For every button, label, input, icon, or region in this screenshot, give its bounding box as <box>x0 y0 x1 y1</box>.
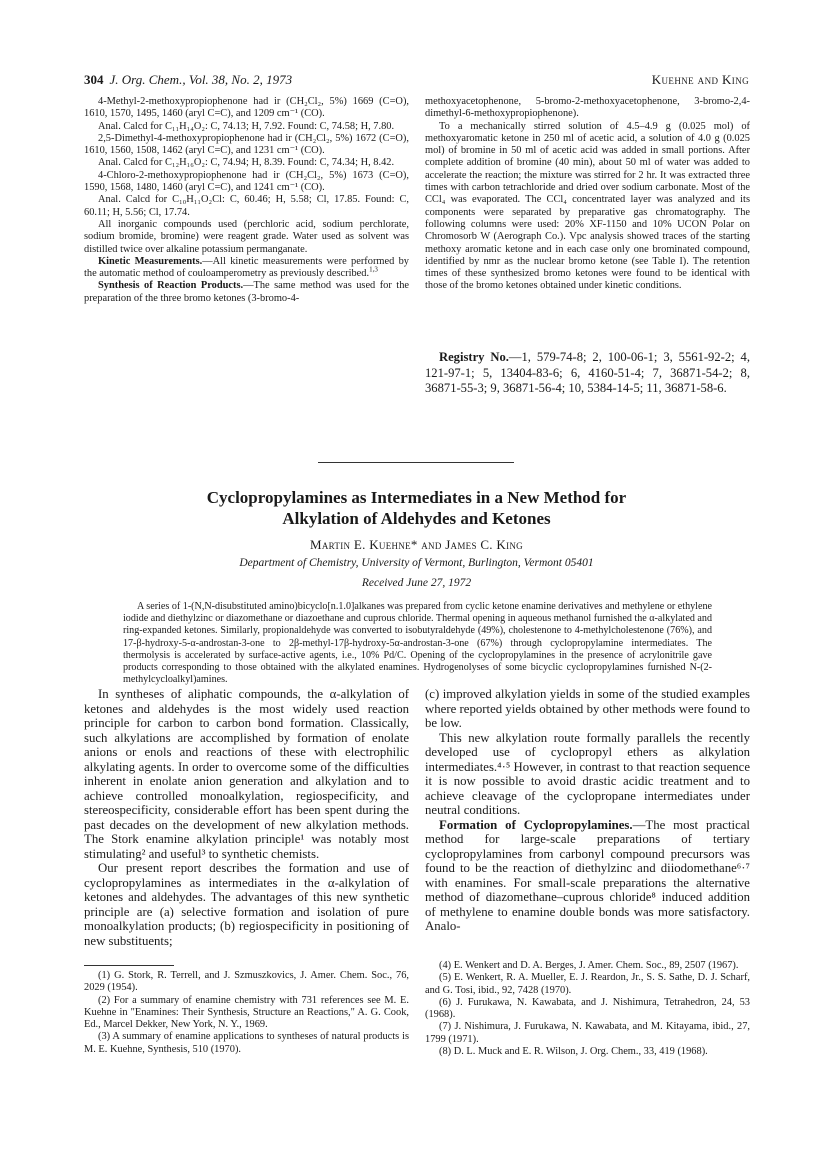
title-line: Cyclopropylamines as Intermediates in a New Method for <box>206 488 627 507</box>
body-paragraph: Our present report describes the formation and use of cyclopropylamines as intermediates in the α-alkylation of ketones and aldehydes. The advantages of this new synthetic principle are (a) selective formation and isolation of pure monoalkylation products; (b) regiospecificity in positioning of new substituents; <box>84 861 409 948</box>
author-affiliation: Department of Chemistry, University of Vermont, Burlington, Vermont 05401 <box>239 557 594 569</box>
body-right-column <box>425 687 750 934</box>
registry-numbers: —1, 579-74-8; 2, 100-06-1; 3, 5561-92-2; 4, 121-97-1; 5, 13404-83-6; 6, 4160-51-4; 7, 36871-54-2; 8, 36871-55-3; 9, 36871-56-4; 10, 5384-14-5; 11, 36871-58-6. <box>425 350 750 395</box>
registry-block <box>425 350 750 397</box>
abstract: A series of 1-(N,N-disubstituted amino)bicyclo[n.1.0]alkanes was prepared from cyclic ketone enamine derivatives and methylene or ethylene iodide and diethylzinc or diazomethane or diazoethane and cuprous chloride. Thermal opening in aqueous methanol furnished the α-alkylated and ring-expanded ketones. Similarly, propionaldehyde was converted to isobutyraldehyde (49%), cholestenone to 4-methylcholestenone (76%), and 17-β-hydroxy-5-α-androstan-3-one to 2β-methyl-17β-hydroxy-5α-androstan-3-one (67%) through cyclopropylamine intermediates. The thermolysis is accelerated by surface-active agents, i.e., 10% Pd/C. Opening of the cyclopropylamines in the presence of acrylonitrile gave products corresponding to those obtained with the alkylated enamines. Hydrogenolyses of some bicyclic cyclopropylamines furnished N-(2-methylcycloalkyl)amines. <box>123 601 712 686</box>
synthesis-paragraph <box>84 280 409 305</box>
paragraph: methoxyacetophenone, 5-bromo-2-methoxyacetophenone, 3-bromo-2,4-dimethyl-6-methoxypropiophenone). <box>425 96 750 120</box>
paragraph: 4-Chloro-2-methoxypropiophenone had ir (CH₂Cl₂, 5%) 1673 (C=O), 1590, 1568, 1480, 1460 (aryl C=C), and 1241 cm⁻¹ (CO). <box>84 169 409 194</box>
footnotes-left <box>84 970 409 1056</box>
footnote: (5) E. Wenkert, R. A. Mueller, E. J. Reardon, Jr., S. S. Sathe, D. J. Scharf, and G. Tosi, ibid., 92, 7428 (1970). <box>425 972 750 996</box>
paragraph-text: —The same method was used for the preparation of the three bromo ketones (3-bromo-4- <box>84 280 409 304</box>
body-paragraph: This new alkylation route formally parallels the recently developed use of cyclopropyl ethers as alkylation intermediates.⁴·⁵ However, in contrast to that reaction sequence it is now possible to avoid drastic acidic treatment and to achieve cleavage of the cyclopropane intermediates under neutral conditions. <box>425 730 751 817</box>
prev-article-right-column <box>425 96 750 293</box>
prev-article-left-column <box>84 96 409 305</box>
footnote: (3) A summary of enamine applications to syntheses of natural products is M. E. Kuehne, Synthesis, 510 (1970). <box>84 1031 409 1055</box>
section-head: Registry No. <box>439 350 509 364</box>
running-header <box>84 72 749 92</box>
footnote: (4) E. Wenkert and D. A. Berges, J. Amer. Chem. Soc., 89, 2507 (1967). <box>439 960 739 971</box>
article-authors: Martin E. Kuehne* and James C. King <box>310 537 523 552</box>
paragraph: Anal. Calcd for C₁₂H₁₆O₂: C, 74.94; H, 8.39. Found: C, 74.34; H, 8.42. <box>98 157 395 169</box>
footnote: (7) J. Nishimura, J. Furukawa, N. Kawabata, and M. Kitayama, ibid., 27, 1799 (1971). <box>425 1021 750 1045</box>
section-head: Formation of Cyclopropylamines. <box>439 817 633 832</box>
running-authors: Kuehne and King <box>651 72 749 87</box>
formation-paragraph <box>425 818 750 934</box>
section-head: Kinetic Measurements. <box>98 255 203 267</box>
footnote-rule <box>84 965 174 966</box>
footnote: (2) For a summary of enamine chemistry with 731 references see M. E. Kuehne in "Enamines: Their Synthesis, Structure an Reactions," A. G. Cook, Ed., Marcel Dekker, New York, N. Y., 1969. <box>84 994 409 1031</box>
paragraph: 2,5-Dimethyl-4-methoxypropiophenone had ir (CH₂Cl₂, 5%) 1672 (C=O), 1610, 1560, 1508, 1462 (aryl C=C), and 1231 cm⁻¹ (CO). <box>84 132 409 157</box>
footnote: (1) G. Stork, R. Terrell, and J. Szmuszkovics, J. Amer. Chem. Soc., 76, 2029 (1954). <box>84 970 409 994</box>
paragraph-text: —All kinetic measurements were performed by the automatic method of couloamperometry as previously described. <box>84 255 409 280</box>
body-paragraph: In syntheses of aliphatic compounds, the α-alkylation of ketones and aldehydes is the most widely used reaction principle for carbon to carbon bond formation. Classically, such alkylations are accomplished by formation of enolate anions or enols and reactions of these with electrophilic alkylating agents. In order to overcome some of the difficulties inherent in enolate anion generation and alkylation and to achieve controlled monoalkylation, regiospecificity, and stereospecificity, considerable effort has been spent during the past decades on the development of new alkylation methods. The Stork enamine alkylation principle¹ was notably most stimulating² and useful³ to synthetic chemists. <box>84 687 409 861</box>
footnote: (6) J. Furukawa, N. Kawabata, and J. Nishimura, Tetrahedron, 24, 53 (1968). <box>425 996 750 1021</box>
reference-marker: 1,3 <box>369 265 378 274</box>
body-left-column <box>84 687 409 948</box>
page-number: 304 <box>84 72 104 87</box>
kinetic-paragraph <box>84 256 409 281</box>
paragraph: 4-Methyl-2-methoxypropiophenone had ir (CH₂Cl₂, 5%) 1669 (C=O), 1610, 1570, 1495, 1460 (aryl C=C), and 1209 cm⁻¹ (CO). <box>84 96 409 120</box>
journal-citation: J. Org. Chem., Vol. 38, No. 2, 1973 <box>109 72 293 87</box>
paragraph: Anal. Calcd for C₁₁H₁₄O₂: C, 74.13; H, 7.92. Found: C, 74.58; H, 7.80. <box>98 120 395 132</box>
paragraph: Anal. Calcd for C₁₀H₁₁O₂Cl: C, 60.46; H, 5.58; Cl, 17.85. Found: C, 60.11; H, 5.56; Cl, 17.74. <box>84 194 409 218</box>
header-citation <box>84 72 292 88</box>
article-separator-rule <box>318 462 514 463</box>
paragraph: To a mechanically stirred solution of 4.5–4.9 g (0.025 mol) of methoxyaromatic ketone in 250 ml of acetic acid, a solution of 4.0 g (0.025 mol) of bromine in 50 ml of acetic acid was added in small portions. After complete addition of bromine (40 min), about 50 ml of water was added to accelerate the reaction; the mixture was stirred for 2 hr. It was extracted three times with carbon tetrachloride and dried over sodium carbonate. Most of the CCl₄ was evaporated. The CCl₄ concentrated layer was analyzed and its components were separated by preparative gas chromatography. The following columns were used: 20% XF-1150 and 10% UCON Polar on Chromosorb W (Aerograph Co.). Vpc analysis showed traces of the starting methoxy aromatic ketone and in each case only one brominated compound, identified by nmr as the nuclear bromo ketone (see Table I). The retention times of these synthesized bromo ketones were found to be identical with those of the bromo ketones obtained under kinetic conditions. <box>425 120 750 292</box>
footnote: (8) D. L. Muck and E. R. Wilson, J. Org. Chem., 33, 419 (1968). <box>439 1046 708 1058</box>
paragraph-text: —The most practical method for large-scale preparations of tertiary cyclopropylamines from carbonyl compound precursors was found to be the reaction of diethylzinc and diiodomethane⁶·⁷ with enamines. For small-scale preparations the alternative method of diazomethane–cuprous chloride⁸ induced addition of methylene to enamine double bonds was more satisfactory. Analo- <box>425 817 750 933</box>
article-title <box>120 487 713 529</box>
body-paragraph: (c) improved alkylation yields in some of the studied examples where reported yields obtained by other methods were found to be low. <box>425 687 750 730</box>
title-line: Alkylation of Aldehydes and Ketones <box>282 509 551 528</box>
paragraph: All inorganic compounds used (perchloric acid, sodium perchlorate, sodium bromide, bromine) were reagent grade. Water used as solvent was distilled twice over alkaline potassium permanganate. <box>84 218 409 255</box>
registry-paragraph <box>425 350 750 397</box>
footnotes-right <box>425 960 750 1058</box>
section-head: Synthesis of Reaction Products. <box>98 280 244 292</box>
received-date: Received June 27, 1972 <box>361 577 472 589</box>
